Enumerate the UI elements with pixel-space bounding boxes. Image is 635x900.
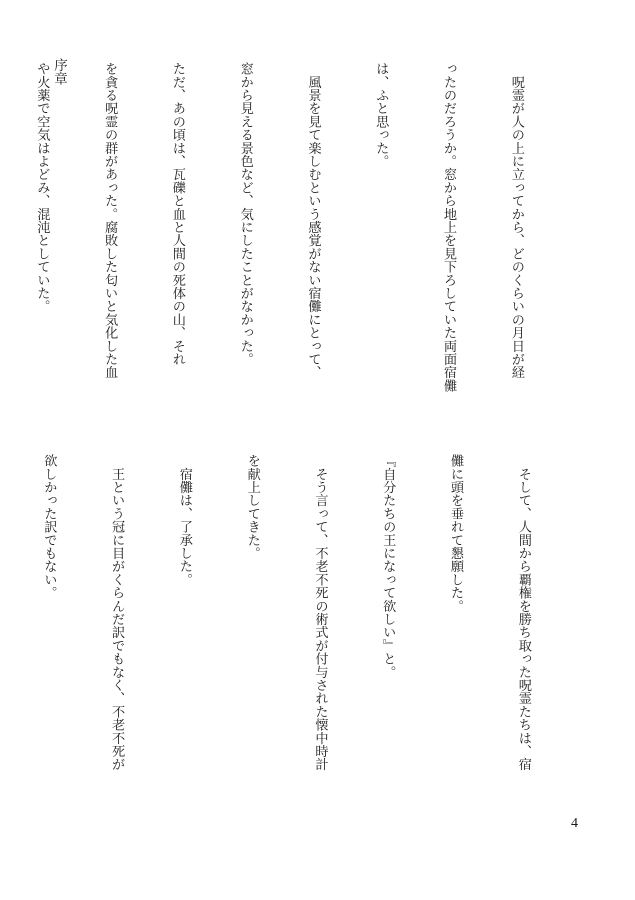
text-line: 儺に頭を垂れて懇願した。 bbox=[448, 454, 464, 613]
text-line: そして、人間から覇権を勝ち取った呪霊たちは、宿 bbox=[515, 454, 531, 771]
text-line: 『自分たちの王になって欲しい』と。 bbox=[380, 454, 396, 679]
text-line: 窓から見える景色など、気にしたことがなかった。 bbox=[237, 62, 253, 366]
text-line: そう言って、不老不死の術式が付与された懐中時計 bbox=[312, 454, 328, 771]
text-line: や火薬で空気はよどみ、混沌としていた。 bbox=[34, 62, 50, 313]
text-line: 王という冠に目がくらんだ訳でもなく、不老不死が bbox=[109, 454, 125, 771]
text-line: ただ、あの頃は、瓦礫と血と人間の死体の山、それ bbox=[169, 62, 185, 366]
text-line: 宿儺は、了承した。 bbox=[176, 454, 192, 586]
text-line: を献上してきた。 bbox=[244, 454, 260, 560]
text-line: ったのだろうか。窓から地上を見下ろしていた両面宿儺 bbox=[441, 62, 457, 392]
text-line: 呪霊が人の上に立ってから、どのくらいの月日が経 bbox=[508, 62, 524, 379]
chapter-title: 序章 bbox=[51, 58, 67, 85]
text-line: は、ふと思った。 bbox=[373, 62, 389, 168]
page-number: 4 bbox=[571, 816, 578, 831]
top-text-block bbox=[34, 62, 572, 427]
text-line: を貪る呪霊の群があった。腐敗した匂いと気化した血 bbox=[102, 62, 118, 379]
text-line: 風景を見て楽しむという感覚がない宿儺にとって、 bbox=[305, 62, 321, 379]
bottom-text-block bbox=[41, 454, 579, 824]
text-line: 欲しかった訳でもない。 bbox=[41, 454, 57, 600]
